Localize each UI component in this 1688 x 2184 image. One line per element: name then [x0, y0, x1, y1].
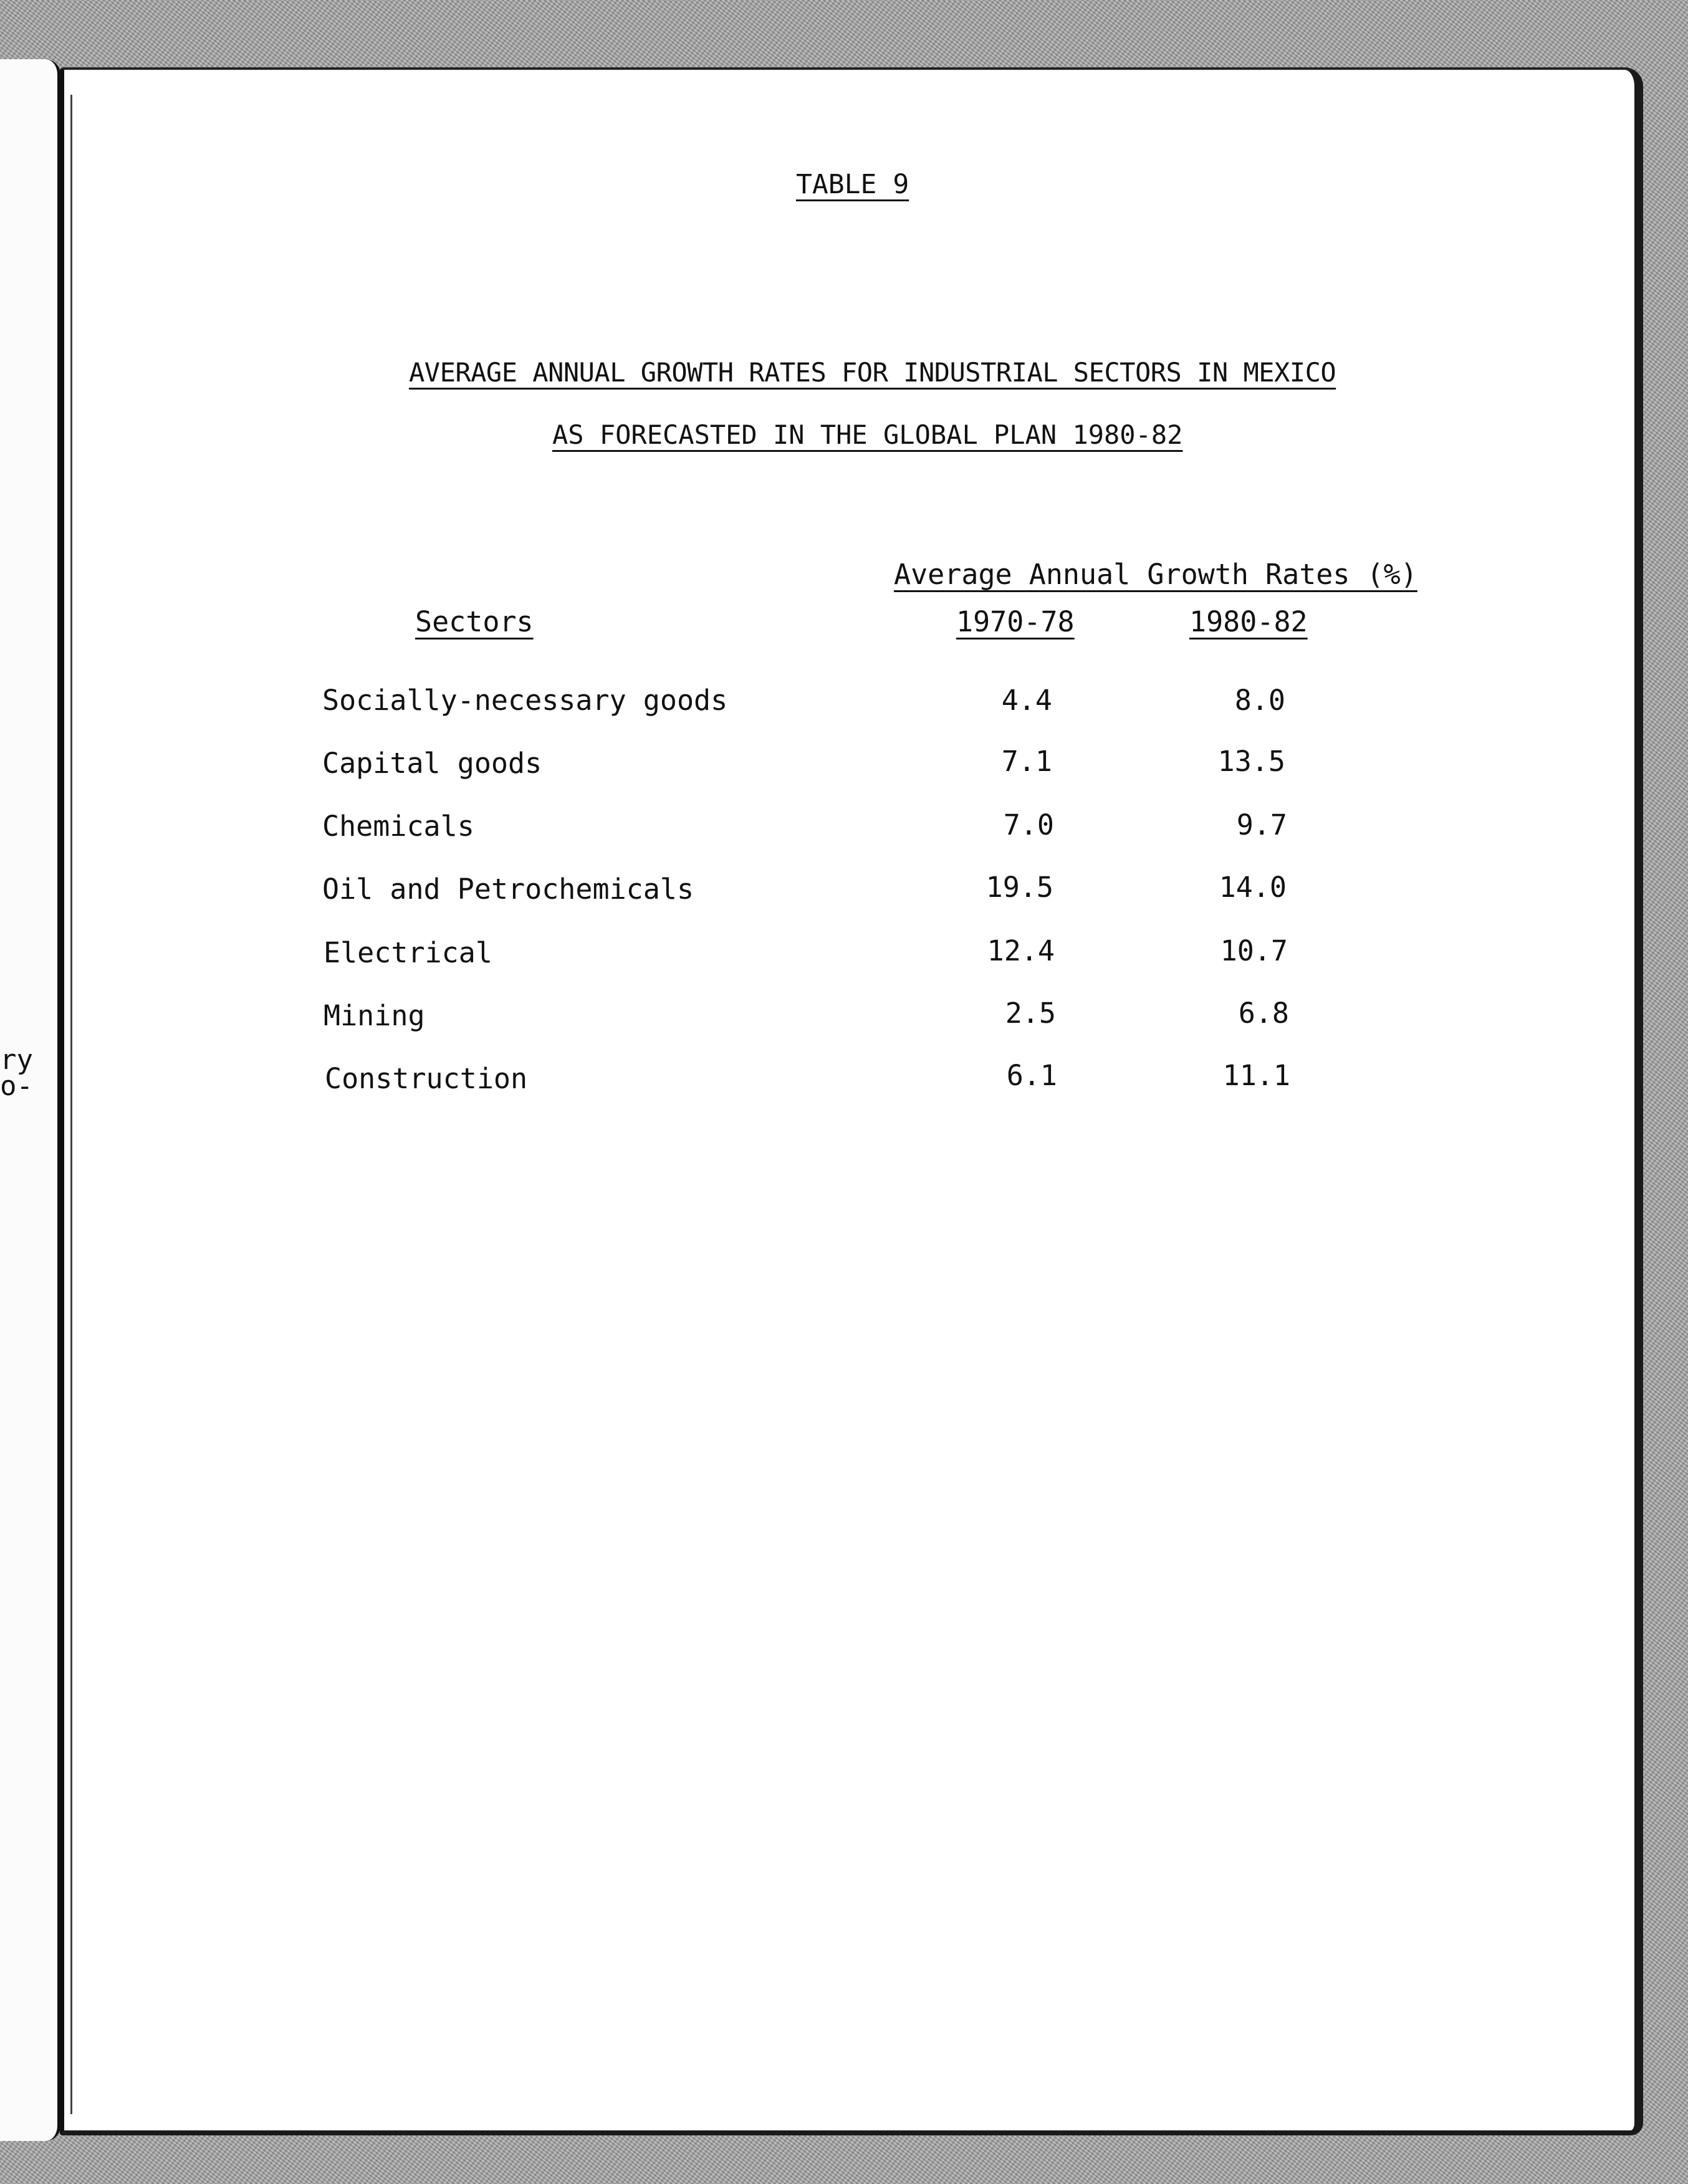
table-title-line-1: AVERAGE ANNUAL GROWTH RATES FOR INDUSTRIAL SECTORS IN MEXICO: [409, 357, 1336, 388]
row-value-1980-82: 14.0: [1219, 871, 1287, 904]
row-value-1980-82: 6.8: [1238, 997, 1289, 1030]
fragment-line-1: ry: [0, 1044, 33, 1076]
row-sector: Mining: [324, 999, 425, 1032]
column-header-sectors: Sectors: [415, 605, 534, 638]
row-value-1970-78: 7.0: [1003, 808, 1054, 841]
row-value-1970-78: 4.4: [1001, 684, 1052, 717]
group-header: Average Annual Growth Rates (%): [894, 558, 1417, 591]
row-sector: Capital goods: [322, 747, 542, 780]
row-value-1970-78: 7.1: [1001, 745, 1052, 778]
row-sector: Construction: [325, 1062, 528, 1095]
previous-page-edge: [0, 59, 60, 2141]
row-value-1980-82: 13.5: [1217, 745, 1285, 778]
row-value-1980-82: 11.1: [1222, 1059, 1290, 1092]
row-value-1970-78: 12.4: [987, 934, 1055, 967]
row-value-1980-82: 8.0: [1234, 684, 1285, 717]
fragment-line-2: o-: [0, 1070, 33, 1102]
table-number: TABLE 9: [796, 169, 909, 200]
table-title-line-2: AS FORECASTED IN THE GLOBAL PLAN 1980-82: [552, 419, 1183, 450]
row-value-1980-82: 10.7: [1220, 934, 1288, 967]
column-header-1970-78: 1970-78: [956, 605, 1075, 638]
row-value-1980-82: 9.7: [1236, 808, 1287, 841]
column-header-1980-82: 1980-82: [1189, 605, 1308, 638]
row-sector: Electrical: [324, 936, 492, 969]
row-sector: Oil and Petrochemicals: [322, 873, 694, 906]
row-value-1970-78: 19.5: [985, 871, 1053, 904]
row-value-1970-78: 2.5: [1005, 997, 1056, 1030]
page-binding-line: [70, 95, 72, 2114]
row-sector: Chemicals: [322, 810, 474, 843]
row-value-1970-78: 6.1: [1006, 1059, 1057, 1092]
row-sector: Socially-necessary goods: [322, 684, 728, 717]
previous-page-fragment: [0, 1044, 33, 1102]
